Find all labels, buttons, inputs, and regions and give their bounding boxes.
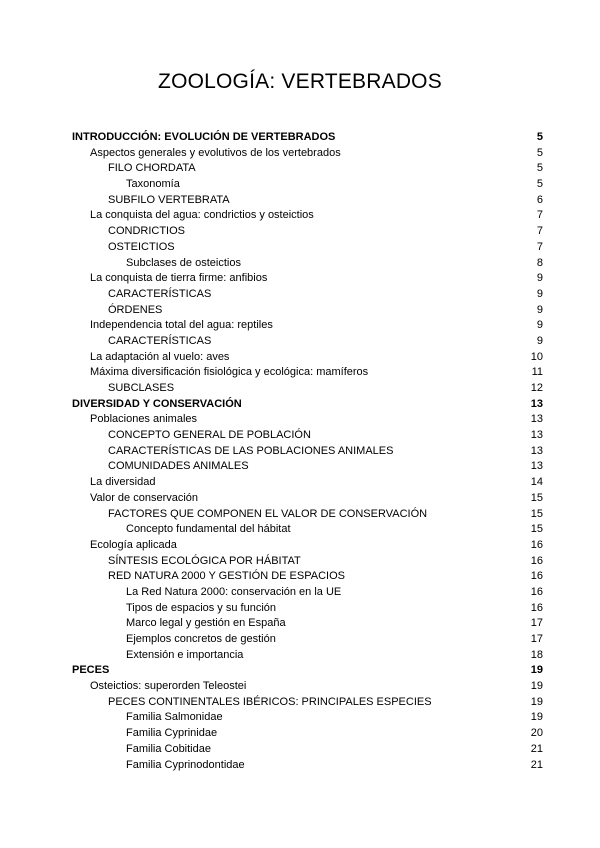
toc-entry-page-number: 16 <box>530 585 543 598</box>
toc-entry[interactable] <box>72 161 543 177</box>
toc-entry-label: OSTEICTIOS <box>108 240 175 253</box>
toc-entry[interactable] <box>72 695 543 711</box>
toc-entry-page-number: 21 <box>530 742 543 755</box>
toc-entry-page-number: 11 <box>531 366 543 379</box>
toc-entry-page-number: 5 <box>536 178 543 191</box>
toc-entry-page-number: 14 <box>530 476 543 489</box>
toc-entry[interactable] <box>72 224 543 240</box>
toc-entry-page-number: 19 <box>530 711 543 724</box>
toc-entry[interactable] <box>72 240 543 256</box>
toc-entry-label: Marco legal y gestión en España <box>126 617 286 630</box>
toc-entry[interactable] <box>72 554 543 570</box>
toc-entry[interactable] <box>72 271 543 287</box>
toc-entry-page-number: 19 <box>530 664 543 677</box>
toc-entry-page-number: 9 <box>536 319 543 332</box>
toc-entry-label: La Red Natura 2000: conservación en la UE <box>126 585 342 598</box>
toc-entry-label: Independencia total del agua: reptiles <box>90 319 273 332</box>
toc-entry-page-number: 6 <box>536 193 543 206</box>
toc-entry[interactable] <box>72 475 543 491</box>
toc-entry[interactable] <box>72 256 543 272</box>
toc-entry-page-number: 5 <box>536 146 543 159</box>
toc-entry[interactable] <box>72 491 543 507</box>
toc-entry[interactable] <box>72 444 543 460</box>
toc-entry-label: Ecología aplicada <box>90 538 177 551</box>
toc-entry[interactable] <box>72 616 543 632</box>
toc-entry[interactable] <box>72 742 543 758</box>
toc-entry-label: Subclases de osteictios <box>126 256 241 269</box>
toc-entry-label: Familia Salmonidae <box>126 711 223 724</box>
toc-entry[interactable] <box>72 569 543 585</box>
toc-entry[interactable] <box>72 679 543 695</box>
toc-entry-page-number: 21 <box>530 758 543 771</box>
toc-entry-label: CONDRICTIOS <box>108 225 185 238</box>
table-of-contents <box>72 130 543 773</box>
toc-entry-label: Aspectos generales y evolutivos de los vertebrados <box>90 146 341 159</box>
toc-entry[interactable] <box>72 459 543 475</box>
toc-entry-page-number: 17 <box>530 633 543 645</box>
toc-entry-label: Extensión e importancia <box>126 648 244 661</box>
toc-entry-label: La conquista del agua: condrictios y osteictios <box>90 209 314 222</box>
toc-entry-page-number: 16 <box>530 538 543 551</box>
toc-entry-page-number: 12 <box>530 382 543 394</box>
toc-entry[interactable] <box>72 177 543 193</box>
toc-entry-label: Poblaciones animales <box>90 413 198 426</box>
toc-entry-label: CARACTERÍSTICAS <box>108 334 212 347</box>
toc-entry[interactable] <box>72 601 543 617</box>
toc-entry-label: Valor de conservación <box>90 491 199 504</box>
toc-entry-page-number: 20 <box>530 727 543 740</box>
toc-entry-page-number: 9 <box>536 272 543 285</box>
toc-entry-label: La diversidad <box>90 476 156 489</box>
toc-entry-page-number: 13 <box>530 429 543 442</box>
toc-entry[interactable] <box>72 663 543 679</box>
toc-entry-page-number: 16 <box>530 554 543 567</box>
toc-entry-page-number: 15 <box>530 491 543 504</box>
toc-entry[interactable] <box>72 632 543 648</box>
toc-entry-label: DIVERSIDAD Y CONSERVACIÓN <box>72 397 242 410</box>
toc-entry[interactable] <box>72 412 543 428</box>
toc-entry-page-number: 9 <box>536 303 543 316</box>
toc-entry-label: ÓRDENES <box>108 303 163 316</box>
toc-entry-page-number: 7 <box>536 240 543 253</box>
toc-entry[interactable] <box>72 350 543 366</box>
toc-entry-page-number: 9 <box>536 287 543 300</box>
toc-entry[interactable] <box>72 130 543 146</box>
toc-entry-label: Familia Cyprinidae <box>126 727 218 740</box>
toc-entry[interactable] <box>72 365 543 381</box>
toc-entry[interactable] <box>72 585 543 601</box>
toc-entry-page-number: 7 <box>536 225 543 238</box>
toc-entry-label: CONCEPTO GENERAL DE POBLACIÓN <box>108 429 311 442</box>
toc-entry[interactable] <box>72 726 543 742</box>
toc-entry[interactable] <box>72 428 543 444</box>
toc-entry-label: Osteictios: superorden Teleostei <box>90 680 247 693</box>
toc-entry[interactable] <box>72 538 543 554</box>
toc-entry-page-number: 5 <box>536 131 543 143</box>
toc-entry-label: La adaptación al vuelo: aves <box>90 350 230 363</box>
toc-entry-label: PECES <box>72 664 110 677</box>
toc-entry-label: FILO CHORDATA <box>108 162 196 175</box>
toc-entry-page-number: 18 <box>530 648 543 661</box>
toc-entry-label: Familia Cyprinodontidae <box>126 758 245 771</box>
toc-entry-label: Máxima diversificación fisiológica y ecológica: mamíferos <box>90 366 369 379</box>
toc-entry-label: RED NATURA 2000 Y GESTIÓN DE ESPACIOS <box>108 570 345 583</box>
toc-entry[interactable] <box>72 381 543 397</box>
toc-entry-label: Tipos de espacios y su función <box>126 601 277 614</box>
toc-entry[interactable] <box>72 303 543 319</box>
toc-entry[interactable] <box>72 758 543 774</box>
toc-entry-label: CARACTERÍSTICAS DE LAS POBLACIONES ANIMALES <box>108 444 394 457</box>
toc-entry-page-number: 9 <box>536 334 543 347</box>
toc-entry[interactable] <box>72 193 543 209</box>
toc-entry[interactable] <box>72 208 543 224</box>
toc-entry-page-number: 13 <box>530 460 543 473</box>
toc-entry-page-number: 13 <box>530 397 543 410</box>
toc-entry[interactable] <box>72 522 543 538</box>
toc-entry-page-number: 19 <box>530 695 543 708</box>
toc-entry[interactable] <box>72 507 543 523</box>
toc-entry[interactable] <box>72 287 543 303</box>
toc-entry[interactable] <box>72 710 543 726</box>
toc-entry[interactable] <box>72 397 543 413</box>
toc-entry-page-number: 10 <box>530 350 543 363</box>
toc-entry-page-number: 7 <box>536 209 543 222</box>
toc-entry-label: La conquista de tierra firme: anfibios <box>90 272 268 285</box>
toc-entry[interactable] <box>72 334 543 350</box>
toc-entry-label: SUBCLASES <box>108 382 175 394</box>
toc-entry-label: COMUNIDADES ANIMALES <box>108 460 249 473</box>
toc-entry[interactable] <box>72 318 543 334</box>
toc-entry-page-number: 15 <box>530 507 543 520</box>
toc-entry-label: SÍNTESIS ECOLÓGICA POR HÁBITAT <box>108 554 301 567</box>
toc-entry-label: Ejemplos concretos de gestión <box>126 633 276 645</box>
toc-entry-page-number: 13 <box>530 413 543 426</box>
toc-entry-page-number: 17 <box>530 617 543 630</box>
toc-entry-page-number: 16 <box>530 570 543 583</box>
toc-entry-label: CARACTERÍSTICAS <box>108 287 212 300</box>
toc-entry-label: PECES CONTINENTALES IBÉRICOS: PRINCIPALES ESPECIES <box>108 695 432 708</box>
toc-entry-label: Concepto fundamental del hábitat <box>126 523 291 536</box>
toc-entry-label: FACTORES QUE COMPONEN EL VALOR DE CONSERVACIÓN <box>108 507 428 520</box>
toc-entry-label: Taxonomía <box>126 178 180 191</box>
toc-entry-page-number: 5 <box>536 162 543 175</box>
toc-entry-page-number: 15 <box>530 523 543 536</box>
toc-entry-page-number: 19 <box>530 680 543 693</box>
toc-entry[interactable] <box>72 146 543 162</box>
toc-entry-label: Familia Cobitidae <box>126 742 211 755</box>
document-title: ZOOLOGÍA: VERTEBRADOS <box>158 70 442 93</box>
toc-entry-page-number: 13 <box>530 444 543 457</box>
toc-entry[interactable] <box>72 648 543 664</box>
toc-entry-label: SUBFILO VERTEBRATA <box>108 193 230 206</box>
toc-entry-label: INTRODUCCIÓN: EVOLUCIÓN DE VERTEBRADOS <box>72 131 336 143</box>
toc-entry-page-number: 8 <box>536 256 543 269</box>
toc-entry-page-number: 16 <box>530 601 543 614</box>
